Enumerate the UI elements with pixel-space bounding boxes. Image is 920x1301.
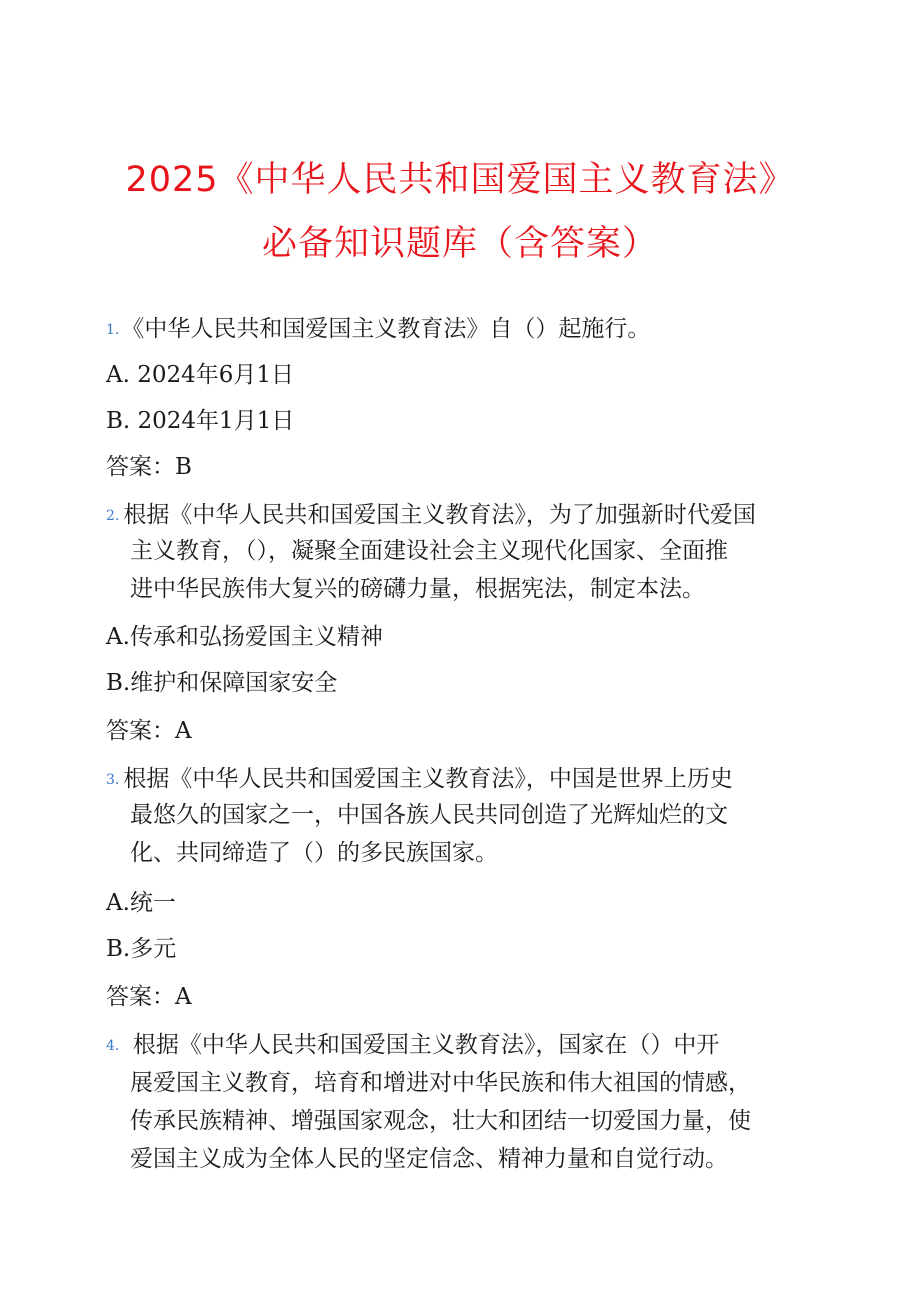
question-2-text-line-2: 主义教育，（），凝聚全面建设社会主义现代化国家、全面推 (130, 538, 728, 564)
question-1-option-a: A. 2024年6月1日 (106, 362, 295, 388)
question-2 (106, 500, 756, 531)
question-text: 根据《中华人民共和国爱国主义教育法》，中国是世界上历史 (123, 766, 733, 792)
question-text: 《中华人民共和国爱国主义教育法》自（）起施行。 (132, 316, 651, 342)
question-2-option-a: A.传承和弘扬爱国主义精神 (106, 624, 383, 650)
question-3 (106, 764, 733, 795)
question-number: 1． (106, 322, 129, 338)
question-3-answer: 答案：A (106, 984, 192, 1010)
question-2-text-line-3: 进中华民族伟大复兴的磅礴力量，根据宪法，制定本法。 (130, 576, 705, 602)
question-1-option-b: B. 2024年1月1日 (106, 408, 295, 434)
question-number: 3. (106, 772, 120, 788)
question-4-text-line-2: 展爱国主义教育，培育和增进对中华民族和伟大祖国的情感， (130, 1070, 751, 1096)
question-3-text-line-3: 化、共同缔造了（）的多民族国家。 (130, 840, 498, 866)
question-number: 4． (106, 1038, 129, 1054)
question-4-text-line-3: 传承民族精神、增强国家观念，壮大和团结一切爱国力量，使 (130, 1108, 751, 1134)
question-text: 根据《中华人民共和国爱国主义教育法》，为了加强新时代爱国 (123, 502, 756, 528)
document-title-line-2: 必备知识题库（含答案） (261, 224, 658, 264)
question-1 (106, 314, 650, 345)
question-1-answer: 答案：B (106, 454, 192, 480)
question-4 (106, 1030, 719, 1061)
question-2-option-b: B.维护和保障国家安全 (106, 670, 338, 696)
question-3-text-line-2: 最悠久的国家之一，中国各族人民共同创造了光辉灿烂的文 (130, 802, 728, 828)
document-title-line-1: 2025《中华人民共和国爱国主义教育法》 (125, 160, 795, 200)
question-3-option-b: B.多元 (106, 936, 177, 962)
question-text: 根据《中华人民共和国爱国主义教育法》，国家在（）中开 (132, 1032, 720, 1058)
question-number: 2. (106, 508, 120, 524)
question-3-option-a: A.统一 (106, 890, 176, 916)
question-2-answer: 答案：A (106, 718, 192, 744)
question-4-text-line-4: 爱国主义成为全体人民的坚定信念、精神力量和自觉行动。 (130, 1146, 728, 1172)
